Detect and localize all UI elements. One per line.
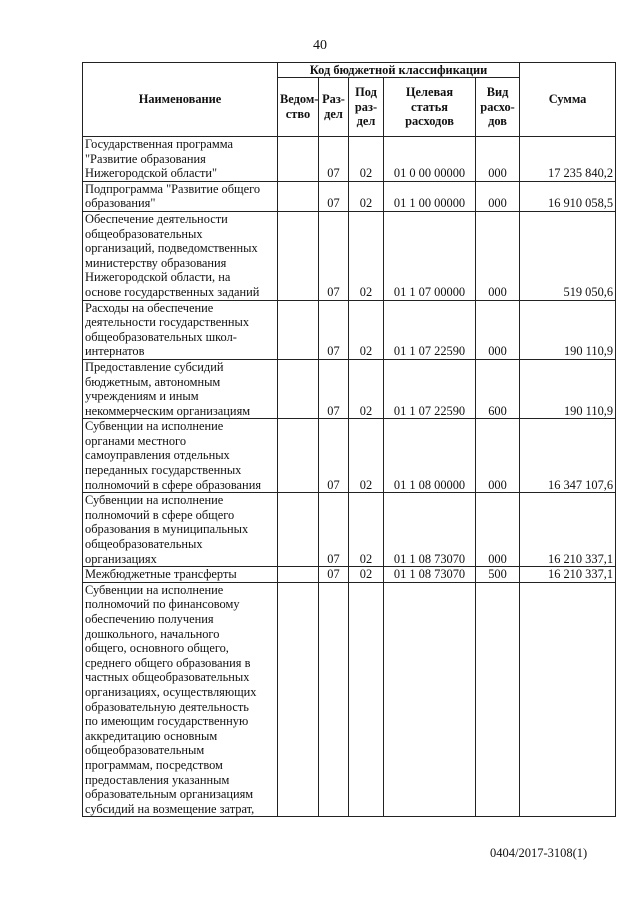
- name-line: общеобразовательных школ-: [85, 329, 237, 344]
- header-tselevaya-statya-line: статья: [411, 99, 448, 114]
- name-line: общеобразовательных: [85, 537, 203, 552]
- table-row: [83, 582, 616, 817]
- vedomstvo-cell: [278, 359, 319, 418]
- header-podrazdel-line: дел: [356, 114, 376, 129]
- name-line: Субвенции на исполнение: [85, 582, 224, 597]
- budget-table: [82, 62, 616, 817]
- table-row: [83, 300, 616, 359]
- header-vedomstvo-line: ство: [285, 107, 311, 121]
- name-line: Нижегородской области": [85, 166, 218, 181]
- vid-raskhodov-cell: 000: [476, 300, 520, 359]
- vid-raskhodov-cell: 600: [476, 359, 520, 418]
- tselevaya-statya-cell: 01 1 00 00000: [384, 181, 476, 211]
- vid-raskhodov-cell: 000: [476, 211, 520, 300]
- name-line: Расходы на обеспечение: [85, 300, 214, 315]
- name-line: Обеспечение деятельности: [85, 211, 228, 226]
- page-number: 40: [313, 38, 327, 53]
- header-sum: Сумма: [520, 63, 616, 137]
- name-line: образовательным организациям: [85, 787, 254, 802]
- header-vid-raskhodov-line: дов: [488, 114, 507, 129]
- tselevaya-statya-cell: [384, 582, 476, 817]
- name-cell: [83, 359, 278, 418]
- podrazdel-cell: [349, 582, 384, 817]
- name-cell: [83, 211, 278, 300]
- name-line: организаций, подведомственных: [85, 241, 258, 256]
- sum-cell: 16 210 337,1: [520, 567, 616, 583]
- podrazdel-cell: 02: [349, 493, 384, 567]
- tselevaya-statya-cell: 01 1 08 00000: [384, 419, 476, 493]
- name-cell: [83, 181, 278, 211]
- name-line: министерству образования: [85, 255, 227, 270]
- document-code: 0404/2017-3108(1): [490, 846, 588, 860]
- name-line: среднего общего образования в: [85, 655, 251, 670]
- name-line: образования в муниципальных: [85, 522, 249, 537]
- vedomstvo-cell: [278, 181, 319, 211]
- name-line: "Развитие образования: [85, 151, 206, 166]
- header-razdel-line: Раз-: [322, 92, 345, 107]
- header-vid-raskhodov-line: Вид: [486, 85, 509, 100]
- razdel-cell: 07: [319, 300, 349, 359]
- vedomstvo-cell: [278, 137, 319, 182]
- header-tselevaya-statya-line: расходов: [405, 114, 454, 129]
- razdel-cell: [319, 582, 349, 817]
- podrazdel-cell: 02: [349, 211, 384, 300]
- name-line: полномочий в сфере образования: [85, 477, 262, 492]
- podrazdel-cell: 02: [349, 567, 384, 583]
- name-line: деятельности государственных: [85, 315, 250, 330]
- tselevaya-statya-cell: 01 1 07 22590: [384, 300, 476, 359]
- name-line: самоуправления отдельных: [85, 448, 230, 463]
- vid-raskhodov-cell: [476, 582, 520, 817]
- name-line: обеспечению получения: [85, 612, 214, 626]
- name-cell: [83, 582, 278, 817]
- name-line: образовательную деятельность: [85, 699, 249, 714]
- table-row: [83, 137, 616, 182]
- sum-cell: 16 347 107,6: [520, 419, 616, 493]
- table-row: [83, 359, 616, 418]
- sum-cell: 190 110,9: [520, 359, 616, 418]
- vid-raskhodov-cell: 000: [476, 419, 520, 493]
- razdel-cell: 07: [319, 493, 349, 567]
- razdel-cell: 07: [319, 419, 349, 493]
- header-name: Наименование: [83, 63, 278, 137]
- podrazdel-cell: 02: [349, 181, 384, 211]
- name-line: аккредитацию основным: [85, 728, 218, 743]
- name-line: Субвенции на исполнение: [85, 493, 224, 508]
- vedomstvo-cell: [278, 211, 319, 300]
- vedomstvo-cell: [278, 300, 319, 359]
- name-line: дошкольного, начального: [85, 626, 220, 641]
- header-vedomstvo-line: Ведом-: [280, 92, 319, 107]
- header-podrazdel: [349, 78, 384, 137]
- vid-raskhodov-cell: 000: [476, 137, 520, 182]
- name-line: Предоставление субсидий: [85, 359, 224, 374]
- name-cell: [83, 419, 278, 493]
- razdel-cell: 07: [319, 137, 349, 182]
- vedomstvo-cell: [278, 493, 319, 567]
- name-cell: [83, 493, 278, 567]
- name-line: Субвенции на исполнение: [85, 419, 224, 434]
- vid-raskhodov-cell: 000: [476, 181, 520, 211]
- razdel-cell: 07: [319, 181, 349, 211]
- name-cell: [83, 567, 278, 583]
- name-line: программам, посредством: [85, 757, 223, 772]
- name-line: полномочий в сфере общего: [85, 507, 235, 522]
- name-line: некоммерческим организациям: [85, 403, 251, 418]
- tselevaya-statya-cell: 01 1 07 00000: [384, 211, 476, 300]
- podrazdel-cell: 02: [349, 137, 384, 182]
- name-line: Подпрограмма "Развитие общего: [85, 181, 261, 196]
- name-cell: [83, 137, 278, 182]
- name-line: организациях: [85, 551, 157, 566]
- name-line: переданных государственных: [85, 463, 242, 478]
- table-row: [83, 211, 616, 300]
- name-line: частных общеобразовательных: [85, 670, 250, 685]
- name-line: учреждениям и иным: [85, 389, 199, 404]
- name-line: общеобразовательным: [85, 743, 205, 758]
- sum-cell: 16 210 337,1: [520, 493, 616, 567]
- header-razdel-line: дел: [324, 107, 343, 121]
- name-line: общего, основного общего,: [85, 641, 229, 656]
- header-podrazdel-line: раз-: [354, 99, 378, 114]
- vid-raskhodov-cell: 500: [476, 567, 520, 583]
- name-line: общеобразовательных: [85, 226, 203, 241]
- name-line: Государственная программа: [85, 137, 233, 151]
- table-row: [83, 493, 616, 567]
- sum-cell: 17 235 840,2: [520, 137, 616, 182]
- name-line: по имеющим государственную: [85, 714, 249, 729]
- tselevaya-statya-cell: 01 1 08 73070: [384, 567, 476, 583]
- table-row: [83, 419, 616, 493]
- header-vid-raskhodov-line: расхо-: [480, 99, 515, 114]
- name-line: органами местного: [85, 433, 187, 448]
- podrazdel-cell: 02: [349, 359, 384, 418]
- vedomstvo-cell: [278, 567, 319, 583]
- podrazdel-cell: 02: [349, 419, 384, 493]
- header-razdel: [319, 78, 349, 137]
- header-vid-raskhodov: [476, 78, 520, 137]
- name-line: полномочий по финансовому: [85, 597, 240, 612]
- name-line: интернатов: [85, 344, 145, 359]
- razdel-cell: 07: [319, 567, 349, 583]
- header-vedomstvo: [278, 78, 319, 137]
- name-line: бюджетным, автономным: [85, 374, 221, 389]
- name-line: субсидий на возмещение затрат,: [85, 801, 255, 816]
- table-row: [83, 567, 616, 583]
- sum-cell: 16 910 058,5: [520, 181, 616, 211]
- table-row: [83, 181, 616, 211]
- header-classification-group: Код бюджетной классификации: [278, 63, 520, 78]
- vedomstvo-cell: [278, 419, 319, 493]
- razdel-cell: 07: [319, 359, 349, 418]
- razdel-cell: 07: [319, 211, 349, 300]
- sum-cell: 519 050,6: [520, 211, 616, 300]
- name-cell: [83, 300, 278, 359]
- podrazdel-cell: 02: [349, 300, 384, 359]
- name-line: Межбюджетные трансферты: [85, 567, 237, 582]
- tselevaya-statya-cell: 01 1 08 73070: [384, 493, 476, 567]
- name-line: предоставления указанным: [85, 772, 230, 787]
- header-podrazdel-line: Под: [355, 85, 377, 100]
- name-line: основе государственных заданий: [85, 284, 260, 299]
- header-tselevaya-statya-line: Целевая: [405, 85, 454, 100]
- header-tselevaya-statya: [384, 78, 476, 137]
- sum-cell: 190 110,9: [520, 300, 616, 359]
- tselevaya-statya-cell: 01 1 07 22590: [384, 359, 476, 418]
- name-line: организациях, осуществляющих: [85, 684, 257, 699]
- sum-cell: [520, 582, 616, 817]
- vedomstvo-cell: [278, 582, 319, 817]
- vid-raskhodov-cell: 000: [476, 493, 520, 567]
- name-line: Нижегородской области, на: [85, 270, 231, 285]
- name-line: образования": [85, 196, 156, 211]
- tselevaya-statya-cell: 01 0 00 00000: [384, 137, 476, 182]
